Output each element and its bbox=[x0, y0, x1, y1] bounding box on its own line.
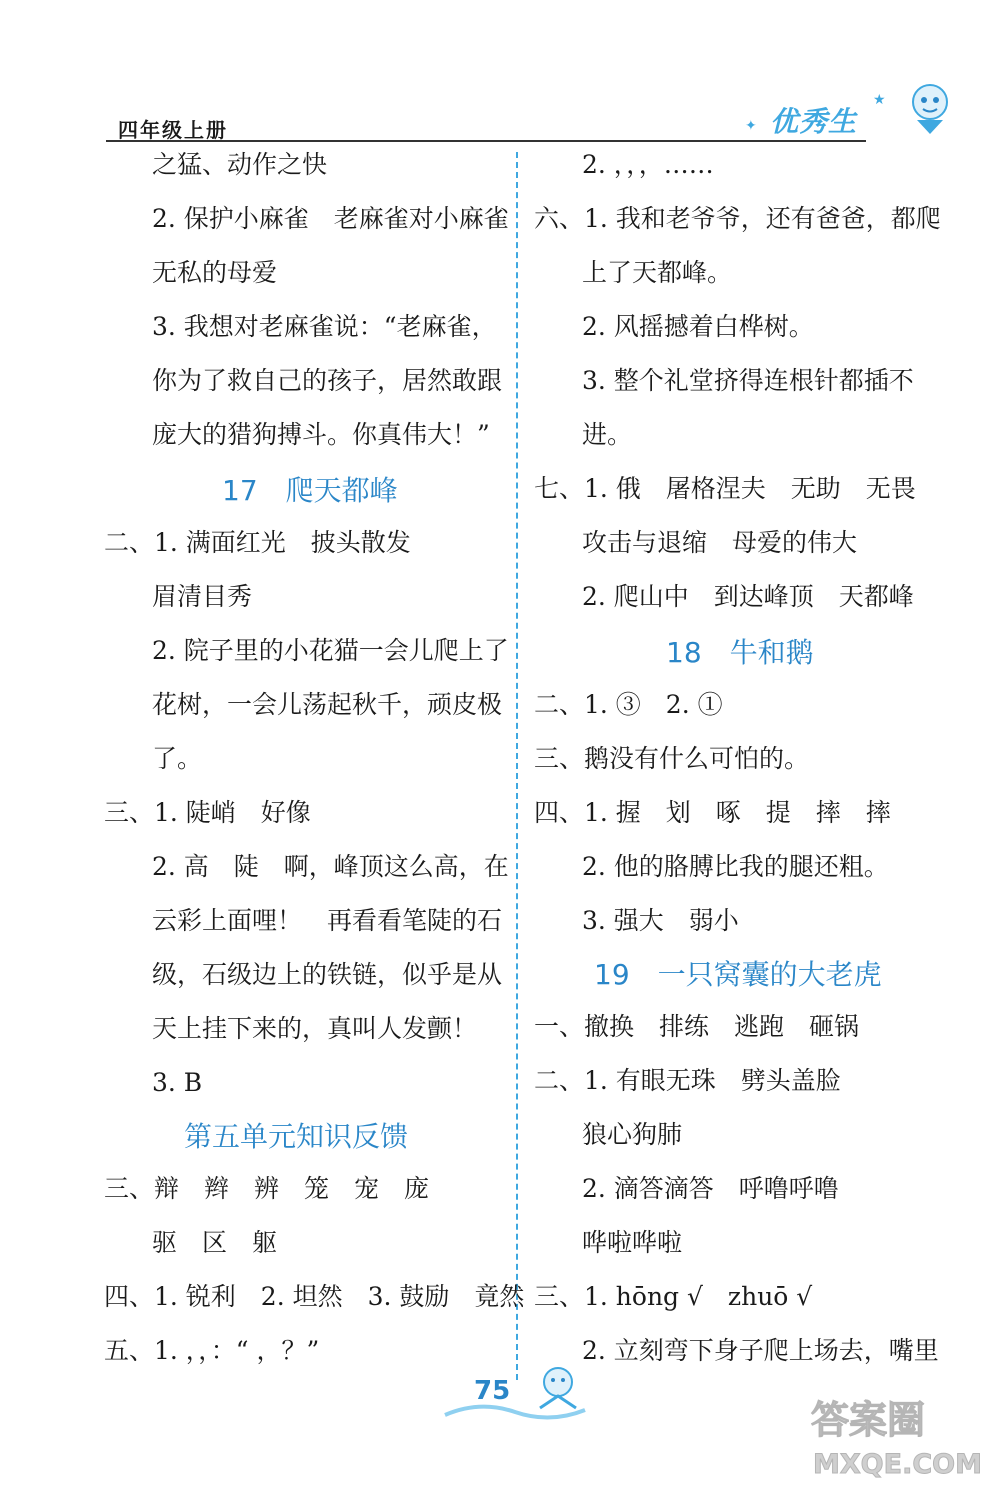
answer-line: 攻击与退缩 母爱的伟大 bbox=[582, 528, 858, 557]
answer-line: 庞大的猎狗搏斗。你真伟大！” bbox=[152, 420, 490, 449]
section-heading-17: 17 爬天都峰 bbox=[222, 474, 398, 507]
answer-line: 级，石级边上的铁链，似乎是从 bbox=[152, 960, 503, 989]
section-heading-19: 19 一只窝囊的大老虎 bbox=[594, 958, 882, 991]
page-footer-decoration-icon bbox=[440, 1360, 590, 1430]
answer-line: 3. 强大 弱小 bbox=[582, 906, 739, 935]
star-icon: ✦ bbox=[745, 118, 757, 134]
answer-line: 四、1. 握 划 啄 提 摔 摔 bbox=[534, 798, 891, 827]
column-divider bbox=[516, 152, 518, 1380]
answer-line: 二、1. 满面红光 披头散发 bbox=[104, 528, 411, 557]
watermark-logo bbox=[805, 1385, 990, 1480]
answer-line: 2. 保护小麻雀 老麻雀对小麻雀 bbox=[152, 204, 509, 233]
answer-line: 二、1. 有眼无珠 劈头盖脸 bbox=[534, 1066, 841, 1095]
answer-line: 2. 立刻弯下身子爬上场去，嘴里 bbox=[582, 1336, 939, 1365]
grade-label: 四年级上册 bbox=[118, 118, 228, 142]
answer-line: 进。 bbox=[582, 420, 633, 449]
answer-line: 七、1. 俄 屠格涅夫 无助 无畏 bbox=[534, 474, 916, 503]
brand-logo: 优秀生 bbox=[770, 105, 858, 138]
section-heading-18: 18 牛和鹅 bbox=[666, 636, 814, 669]
section-heading-unit5: 第五单元知识反馈 bbox=[184, 1120, 409, 1153]
answer-line: 三、1. hōng √ zhuō √ bbox=[534, 1282, 813, 1311]
page-number: 75 bbox=[474, 1376, 511, 1406]
answer-line: 三、鹅没有什么可怕的。 bbox=[534, 744, 810, 773]
answer-line: 了。 bbox=[152, 744, 203, 773]
answer-line: 上了天都峰。 bbox=[582, 258, 733, 287]
answer-line: 2. ，，，…… bbox=[582, 150, 714, 179]
answer-line: 3. B bbox=[152, 1068, 203, 1097]
answer-line: 3. 我想对老麻雀说：“老麻雀， bbox=[152, 312, 497, 341]
star-icon: ★ bbox=[873, 92, 886, 108]
answer-line: 眉清目秀 bbox=[152, 582, 253, 611]
answer-line: 哗啦哗啦 bbox=[582, 1228, 683, 1257]
answer-line: 一、撤换 排练 逃跑 砸锅 bbox=[534, 1012, 860, 1041]
answer-line: 狼心狗肺 bbox=[582, 1120, 683, 1149]
svg-text:答案圈: 答案圈 bbox=[811, 1398, 926, 1442]
answer-line: 2. 高 陡 啊，峰顶这么高，在 bbox=[152, 852, 509, 881]
answer-line: 无私的母爱 bbox=[152, 258, 278, 287]
header-rule bbox=[106, 140, 866, 142]
answer-line: 三、1. 陡峭 好像 bbox=[104, 798, 311, 827]
answer-line: 2. 爬山中 到达峰顶 天都峰 bbox=[582, 582, 914, 611]
answer-line: 驱 区 躯 bbox=[152, 1228, 278, 1257]
answer-line: 花树，一会儿荡起秋千，顽皮极 bbox=[152, 690, 503, 719]
answer-line: 2. 滴答滴答 呼噜呼噜 bbox=[582, 1174, 839, 1203]
answer-line: 三、辩 辫 辨 笼 宠 庞 bbox=[104, 1174, 430, 1203]
svg-text:MXQE.COM: MXQE.COM bbox=[813, 1449, 982, 1480]
answer-line: 3. 整个礼堂挤得连根针都插不 bbox=[582, 366, 914, 395]
answer-line: 天上挂下来的，真叫人发颤！ bbox=[152, 1014, 478, 1043]
answer-line: 2. 风摇撼着白桦树。 bbox=[582, 312, 814, 341]
answer-line: 四、1. 锐利 2. 坦然 3. 鼓励 竟然 bbox=[104, 1282, 525, 1311]
answer-line: 六、1. 我和老爷爷，还有爸爸，都爬 bbox=[534, 204, 941, 233]
answer-line: 2. 院子里的小花猫一会儿爬上了 bbox=[152, 636, 509, 665]
mascot-icon bbox=[905, 80, 955, 136]
answer-line: 二、1. ③ 2. ① bbox=[534, 690, 723, 719]
answer-line: 五、1. ，，：“ ，？” bbox=[104, 1336, 320, 1365]
answer-line: 之猛、动作之快 bbox=[152, 150, 328, 179]
answer-line: 云彩上面哩！ 再看看笔陡的石 bbox=[152, 906, 503, 935]
answer-line: 你为了救自己的孩子，居然敢跟 bbox=[152, 366, 503, 395]
answer-line: 2. 他的胳膊比我的腿还粗。 bbox=[582, 852, 889, 881]
